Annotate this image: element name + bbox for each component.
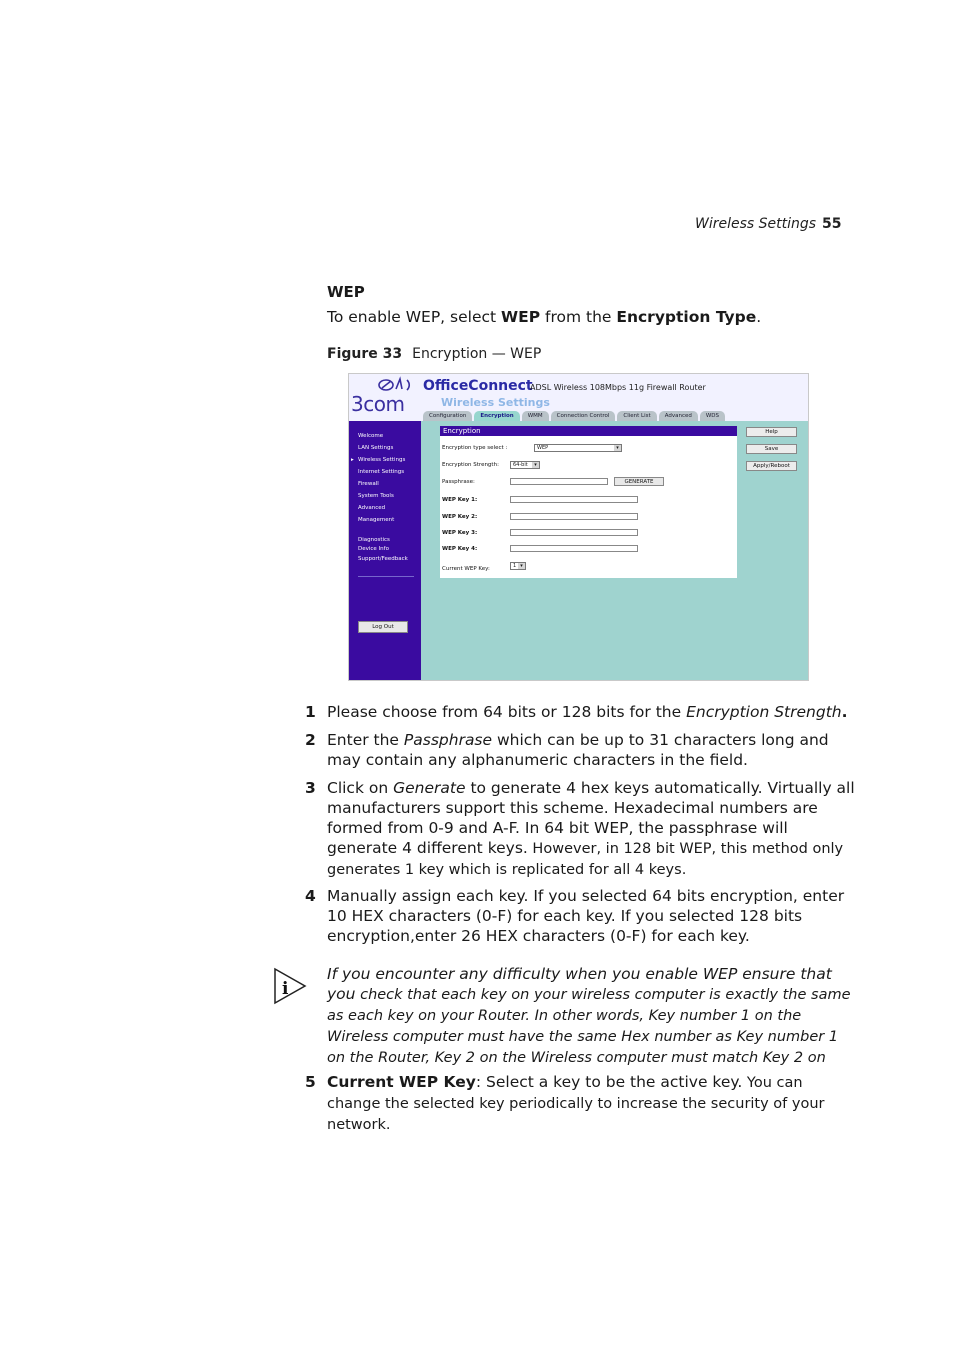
- tab-wmm[interactable]: WMM: [522, 411, 549, 421]
- sidebar-item-diagnostics[interactable]: Diagnostics: [358, 537, 390, 543]
- save-button[interactable]: Save: [746, 444, 797, 454]
- sidebar-divider: [358, 576, 414, 577]
- step-number: 3: [305, 779, 316, 797]
- sidebar-item-welcome[interactable]: Welcome: [358, 433, 384, 439]
- step-3-text: [327, 778, 857, 880]
- step-2-b: which can be up to 31 characters long and may contain any alphanumeric characters in the field.: [327, 731, 829, 769]
- encryption-type-label: Encryption type select :: [442, 445, 508, 451]
- wep-key-4-input[interactable]: [510, 545, 638, 552]
- apply-reboot-button[interactable]: Apply/Reboot: [746, 461, 797, 471]
- tab-encryption[interactable]: Encryption: [474, 411, 519, 421]
- step-number: 2: [305, 731, 316, 749]
- sidebar-item-system-tools[interactable]: System Tools: [358, 493, 394, 499]
- sidebar-item-device-info[interactable]: Device Info: [358, 546, 389, 552]
- intro-mid: from the: [540, 308, 617, 326]
- step-number: 5: [305, 1073, 316, 1091]
- info-note-icon: [273, 967, 307, 1005]
- wep-key-1-input[interactable]: [510, 496, 638, 503]
- step-5-bold: Current WEP Key: [327, 1073, 476, 1091]
- encryption-type-select[interactable]: [534, 444, 622, 452]
- intro-bold-wep: WEP: [501, 308, 541, 326]
- router-screenshot: [348, 373, 809, 681]
- encryption-strength-select[interactable]: [510, 461, 540, 469]
- step-number: 1: [305, 703, 316, 721]
- tab-connection-control[interactable]: Connection Control: [551, 411, 616, 421]
- chevron-down-icon: ▾: [518, 563, 525, 569]
- router-sidebar: [349, 421, 421, 681]
- intro-bold-type: Encryption Type: [616, 308, 757, 326]
- product-description: ADSL Wireless 108Mbps 11g Firewall Router: [530, 383, 706, 392]
- wep-key-3-input[interactable]: [510, 529, 638, 536]
- brand-logo-text: 3com: [351, 392, 405, 416]
- passphrase-label: Passphrase:: [442, 479, 475, 485]
- step-1-italic: Encryption Strength: [686, 703, 842, 721]
- step-2-a: Enter the: [327, 731, 404, 749]
- wep-key-4-label: WEP Key 4:: [442, 546, 478, 552]
- step-5-c: You can change the selected key periodically to increase the security of your network.: [327, 1075, 825, 1133]
- tab-advanced[interactable]: Advanced: [659, 411, 698, 421]
- chevron-down-icon: ▾: [532, 462, 539, 468]
- intro-paragraph: [327, 308, 761, 326]
- step-5-text: [327, 1072, 857, 1135]
- generate-button[interactable]: GENERATE: [614, 477, 664, 486]
- step-1-text: [327, 702, 857, 722]
- sidebar-item-wireless-settings[interactable]: ▸ Wireless Settings: [358, 457, 405, 463]
- note-paragraph: [327, 964, 857, 1068]
- step-2-text: [327, 730, 857, 770]
- sidebar-item-management[interactable]: Management: [358, 517, 395, 523]
- tab-client-list[interactable]: Client List: [617, 411, 656, 421]
- step-4-a: Manually assign each key. If you selected 64 bits encryption, enter 10 HEX characters (0-F) for each key. If you selected 128 bits encryption,enter 26 HEX characters (0-F) for each key.: [327, 887, 845, 945]
- step-3-a: Click on: [327, 779, 394, 797]
- note-first: If you encounter any difficulty when you enable WEP ensure that you: [327, 965, 832, 1003]
- step-4-text: [327, 886, 857, 946]
- sidebar-item-advanced[interactable]: Advanced: [358, 505, 386, 511]
- chevron-down-icon: ▾: [614, 445, 621, 451]
- help-button[interactable]: Help: [746, 427, 797, 437]
- router-tab-bar: [423, 411, 725, 421]
- note-rest: check that each key on your wireless computer is exactly the same as each key on your Router. In other words, Key number 1 on the Wireless computer must have the same Hex number as Key number 1 on the Router, Key 2 on the Wireless computer must match Key 2 on: [327, 987, 851, 1066]
- sidebar-item-internet-settings[interactable]: Internet Settings: [358, 469, 405, 475]
- current-wep-key-value: 1: [513, 563, 517, 569]
- current-wep-key-select[interactable]: [510, 562, 526, 570]
- running-header-section: Wireless Settings: [695, 216, 817, 232]
- product-name: OfficeConnect: [423, 378, 533, 394]
- step-number: 4: [305, 887, 316, 905]
- figure-label: Figure 33: [327, 346, 403, 362]
- step-2-italic: Passphrase: [403, 731, 493, 749]
- encryption-type-value: WEP: [537, 445, 549, 451]
- sidebar-item-support-feedback[interactable]: Support/Feedback: [358, 556, 408, 562]
- section-title: WEP: [327, 283, 365, 301]
- wep-key-2-input[interactable]: [510, 513, 638, 520]
- step-1-b: .: [841, 703, 848, 721]
- figure-caption: [327, 346, 541, 362]
- figure-caption-text: Encryption — WEP: [412, 346, 542, 362]
- page-number: 55: [822, 216, 842, 232]
- encryption-strength-value: 64-bit: [513, 462, 528, 468]
- passphrase-input[interactable]: [510, 478, 608, 485]
- svg-text:i: i: [282, 979, 289, 999]
- step-3-b: to generate 4 hex keys automatically. Virtually all manufacturers support this scheme. Hexadecimal numbers are formed from 0-9 and A-F. In 64 bit WEP, the passphrase will generate 4 different keys.: [327, 779, 855, 857]
- sidebar-item-lan-settings[interactable]: LAN Settings: [358, 445, 394, 451]
- logout-button[interactable]: Log Out: [358, 621, 408, 633]
- step-5-a: : Select a key to be the active key.: [475, 1073, 743, 1091]
- wep-key-3-label: WEP Key 3:: [442, 530, 478, 536]
- router-header: [349, 374, 809, 421]
- tab-wds[interactable]: WDS: [700, 411, 725, 421]
- current-wep-key-label: Current WEP Key:: [442, 566, 490, 572]
- tab-configuration[interactable]: Configuration: [423, 411, 472, 421]
- wep-key-1-label: WEP Key 1:: [442, 497, 478, 503]
- step-3-c: However, in 128 bit WEP, this method only generates 1 key which is replicated for all 4 keys.: [327, 841, 844, 878]
- encryption-panel: [440, 426, 737, 578]
- wep-key-2-label: WEP Key 2:: [442, 514, 478, 520]
- step-1-a: Please choose from 64 bits or 128 bits for the: [327, 703, 687, 721]
- encryption-strength-label: Encryption Strength:: [442, 462, 499, 468]
- router-page-heading: Wireless Settings: [441, 396, 550, 409]
- intro-pre: To enable WEP, select: [327, 308, 502, 326]
- panel-title: Encryption: [440, 426, 737, 436]
- step-3-italic: Generate: [393, 779, 466, 797]
- intro-post: .: [756, 308, 762, 326]
- sidebar-item-firewall[interactable]: Firewall: [358, 481, 379, 487]
